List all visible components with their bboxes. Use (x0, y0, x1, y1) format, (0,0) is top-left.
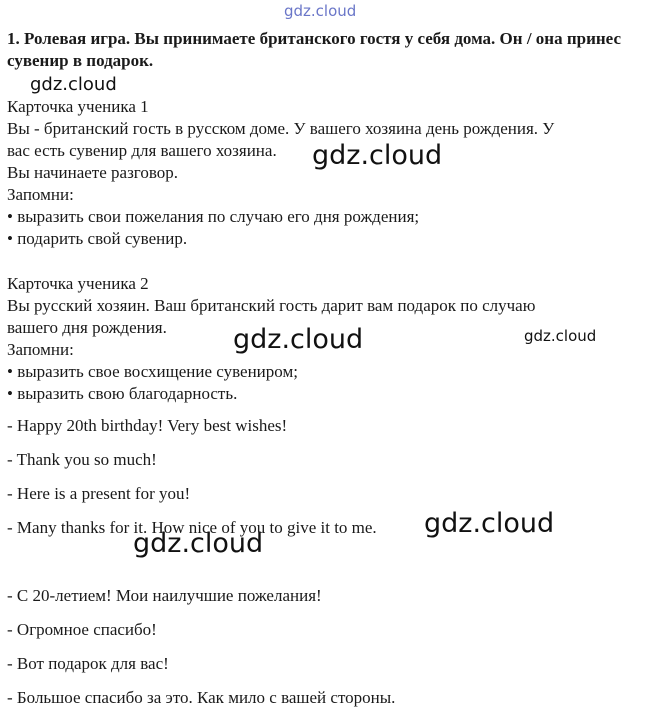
card-line: Вы начинаете разговор. (7, 163, 179, 182)
card-line: Запомни: (7, 340, 74, 359)
watermark: gdz.cloud (524, 327, 597, 345)
card-bullet: • подарить свой сувенир. (7, 229, 188, 248)
card-line: вашего дня рождения. (7, 318, 167, 337)
watermark: gdz.cloud (233, 324, 364, 355)
dialog-line: - С 20-летием! Мои наилучшие пожелания! (7, 586, 322, 605)
card-bullet: • выразить свое восхищение сувениром; (7, 362, 298, 381)
card-bullet: • выразить свою благодарность. (7, 384, 238, 403)
dialog-line: - Happy 20th birthday! Very best wishes! (7, 416, 288, 435)
dialog-line: - Вот подарок для вас! (7, 654, 169, 673)
dialog-line: - Большое спасибо за это. Как мило с вашей стороны. (7, 688, 396, 707)
task-title: 1. Ролевая игра. Вы принимаете британского гостя у себя дома. Он / она принес сувенир в подарок. (7, 29, 621, 70)
dialog-line: - Here is a present for you! (7, 484, 191, 503)
card-bullet: • выразить свои пожелания по случаю его дня рождения; (7, 207, 420, 226)
card-heading: Карточка ученика 1 (7, 97, 149, 116)
watermark: gdz.cloud (424, 508, 555, 539)
card-line: вас есть сувенир для вашего хозяина. (7, 141, 277, 160)
dialog-line: - Огромное спасибо! (7, 620, 157, 639)
card-line: Вы - британский гость в русском доме. У вашего хозяина день рождения. У (7, 119, 555, 138)
dialog-line: - Thank you so much! (7, 450, 157, 469)
card-line: Вы русский хозяин. Ваш британский гость дарит вам подарок по случаю (7, 296, 536, 315)
card-line: Запомни: (7, 185, 74, 204)
student-card-1 (7, 96, 637, 250)
watermark: gdz.cloud (30, 74, 117, 95)
student-card-2 (7, 273, 637, 405)
watermark-top: gdz.cloud (284, 2, 357, 20)
dialog-english (7, 415, 637, 539)
card-heading: Карточка ученика 2 (7, 274, 149, 293)
dialog-russian (7, 585, 637, 709)
document-page (7, 28, 637, 721)
watermark: gdz.cloud (133, 528, 264, 559)
dialog-line: - Many thanks for it. How nice of you to give it to me. (7, 518, 377, 537)
watermark: gdz.cloud (312, 140, 443, 171)
